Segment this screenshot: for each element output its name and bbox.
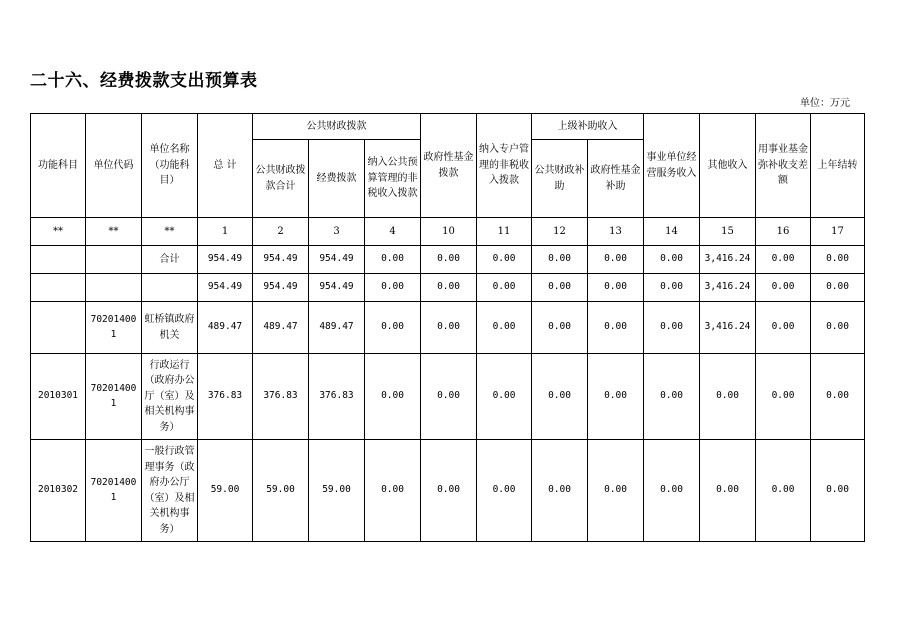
column-number: 3 <box>309 218 365 246</box>
column-number: 11 <box>477 218 532 246</box>
value-cell: 0.00 <box>532 354 588 440</box>
budget-table <box>30 113 865 542</box>
table-row <box>31 440 865 542</box>
value-cell: 376.83 <box>198 354 253 440</box>
unit-name-cell: 合计 <box>142 246 198 274</box>
value-cell: 0.00 <box>477 246 532 274</box>
function-subject-cell: 2010301 <box>31 354 86 440</box>
value-cell: 0.00 <box>756 354 811 440</box>
function-subject-cell <box>31 274 86 302</box>
header-public-finance-subsidy: 公共财政补助 <box>532 140 588 218</box>
value-cell: 489.47 <box>253 302 309 354</box>
value-cell: 0.00 <box>811 354 865 440</box>
value-cell: 954.49 <box>309 246 365 274</box>
unit-code-cell <box>86 274 142 302</box>
value-cell: 0.00 <box>811 440 865 542</box>
unit-code-cell: 702014001 <box>86 354 142 440</box>
header-gov-fund-subsidy: 政府性基金补助 <box>588 140 644 218</box>
header-operating-funds: 经费拨款 <box>309 140 365 218</box>
value-cell: 0.00 <box>421 302 477 354</box>
value-cell: 59.00 <box>253 440 309 542</box>
value-cell: 0.00 <box>644 246 700 274</box>
value-cell: 954.49 <box>198 246 253 274</box>
value-cell: 0.00 <box>532 302 588 354</box>
value-cell: 0.00 <box>700 440 756 542</box>
value-cell: 954.49 <box>309 274 365 302</box>
value-cell: 0.00 <box>644 440 700 542</box>
value-cell: 0.00 <box>532 246 588 274</box>
value-cell: 0.00 <box>756 440 811 542</box>
header-gov-fund: 政府性基金拨款 <box>421 114 477 218</box>
column-number: 13 <box>588 218 644 246</box>
value-cell: 0.00 <box>588 274 644 302</box>
value-cell: 0.00 <box>588 440 644 542</box>
value-cell: 59.00 <box>309 440 365 542</box>
header-public-finance-total: 公共财政拨款合计 <box>253 140 309 218</box>
value-cell: 0.00 <box>477 274 532 302</box>
column-number: ** <box>86 218 142 246</box>
header-prior-year: 上年结转 <box>811 114 865 218</box>
table-row <box>31 274 865 302</box>
value-cell: 3,416.24 <box>700 246 756 274</box>
value-cell: 0.00 <box>644 302 700 354</box>
column-number: ** <box>142 218 198 246</box>
function-subject-cell: 2010302 <box>31 440 86 542</box>
value-cell: 954.49 <box>198 274 253 302</box>
column-number: 1 <box>198 218 253 246</box>
column-number: 10 <box>421 218 477 246</box>
unit-name-cell: 一般行政管理事务（政府办公厅（室）及相关机构事务） <box>142 440 198 542</box>
column-number: 14 <box>644 218 700 246</box>
header-non-tax-budget: 纳入公共预算管理的非税收入拨款 <box>365 140 421 218</box>
value-cell: 0.00 <box>421 354 477 440</box>
value-cell: 0.00 <box>421 246 477 274</box>
value-cell: 489.47 <box>198 302 253 354</box>
value-cell: 0.00 <box>811 302 865 354</box>
unit-name-cell <box>142 274 198 302</box>
header-function-subject: 功能科目 <box>31 114 86 218</box>
header-unit-name: 单位名称（功能科目） <box>142 114 198 218</box>
page-title: 二十六、经费拨款支出预算表 <box>30 71 258 91</box>
header-other-income: 其他收入 <box>700 114 756 218</box>
value-cell: 376.83 <box>253 354 309 440</box>
value-cell: 0.00 <box>365 246 421 274</box>
unit-label: 单位：万元 <box>800 98 850 109</box>
value-cell: 0.00 <box>588 246 644 274</box>
header-superior-subsidy: 上级补助收入 <box>532 114 644 140</box>
value-cell: 3,416.24 <box>700 274 756 302</box>
table-row <box>31 246 865 274</box>
value-cell: 0.00 <box>700 354 756 440</box>
value-cell: 0.00 <box>588 354 644 440</box>
value-cell: 0.00 <box>365 302 421 354</box>
column-number: 15 <box>700 218 756 246</box>
value-cell: 0.00 <box>756 274 811 302</box>
column-number: 4 <box>365 218 421 246</box>
header-business-income: 事业单位经营服务收入 <box>644 114 700 218</box>
unit-name-cell: 虹桥镇政府机关 <box>142 302 198 354</box>
value-cell: 3,416.24 <box>700 302 756 354</box>
value-cell: 0.00 <box>477 354 532 440</box>
unit-code-cell: 702014001 <box>86 440 142 542</box>
value-cell: 0.00 <box>588 302 644 354</box>
function-subject-cell <box>31 302 86 354</box>
value-cell: 0.00 <box>532 440 588 542</box>
value-cell: 0.00 <box>811 246 865 274</box>
value-cell: 0.00 <box>756 246 811 274</box>
value-cell: 0.00 <box>365 354 421 440</box>
column-number: 16 <box>756 218 811 246</box>
unit-name-cell: 行政运行（政府办公厅（室）及相关机构事务） <box>142 354 198 440</box>
value-cell: 0.00 <box>365 274 421 302</box>
value-cell: 0.00 <box>477 440 532 542</box>
header-unit-code: 单位代码 <box>86 114 142 218</box>
column-number: 12 <box>532 218 588 246</box>
value-cell: 0.00 <box>421 274 477 302</box>
value-cell: 954.49 <box>253 274 309 302</box>
column-number: 17 <box>811 218 865 246</box>
value-cell: 489.47 <box>309 302 365 354</box>
header-public-finance: 公共财政拨款 <box>253 114 421 140</box>
header-row-1 <box>31 114 865 140</box>
value-cell: 0.00 <box>811 274 865 302</box>
table-row <box>31 354 865 440</box>
table-row <box>31 302 865 354</box>
header-special-account: 纳入专户管理的非税收入拨款 <box>477 114 532 218</box>
unit-code-cell: 702014001 <box>86 302 142 354</box>
column-number: 2 <box>253 218 309 246</box>
value-cell: 0.00 <box>756 302 811 354</box>
value-cell: 0.00 <box>477 302 532 354</box>
value-cell: 0.00 <box>421 440 477 542</box>
value-cell: 59.00 <box>198 440 253 542</box>
unit-code-cell <box>86 246 142 274</box>
value-cell: 0.00 <box>644 274 700 302</box>
value-cell: 0.00 <box>532 274 588 302</box>
value-cell: 954.49 <box>253 246 309 274</box>
header-total: 总 计 <box>198 114 253 218</box>
header-fund-balance: 用事业基金弥补收支差额 <box>756 114 811 218</box>
column-number: ** <box>31 218 86 246</box>
value-cell: 376.83 <box>309 354 365 440</box>
value-cell: 0.00 <box>365 440 421 542</box>
function-subject-cell <box>31 246 86 274</box>
value-cell: 0.00 <box>644 354 700 440</box>
column-number-row <box>31 218 865 246</box>
